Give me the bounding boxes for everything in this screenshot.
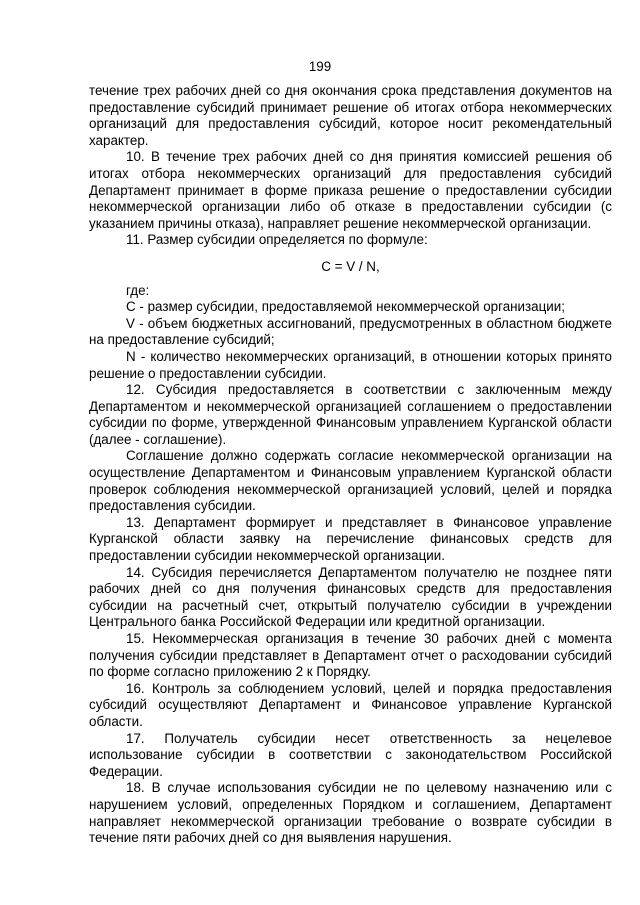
paragraph-continuation: течение трех рабочих дней со дня окончания срока представления документов на предоставление субсидий принимает решение об итогах отбора некоммерческих организаций для предоставления субсидий, которое носит рекомендательный характер. [89, 83, 612, 148]
paragraph-11: 11. Размер субсидии определяется по формуле: [126, 232, 428, 248]
formula: C = V / N, [321, 258, 380, 274]
paragraph-15: 15. Некоммерческая организация в течение 30 рабочих дней с момента получения субсидии представляет в Департамент отчет о расходовании субсидий по форме согласно приложению 2 к Порядку. [89, 631, 612, 680]
paragraph-17: 17. Получатель субсидии несет ответственность за нецелевое использование субсидии в соответствии с законодательством Российской Федерации. [89, 730, 612, 779]
paragraph-18: 18. В случае использования субсидии не по целевому назначению или с нарушением условий, определенных Порядком и соглашением, Департамент направляет некоммерческой организации требование о возврате субсидии в течение пяти рабочих дней со дня выявления нарушения. [89, 780, 612, 846]
document-body [89, 83, 612, 847]
formula-variable-n: N - количество некоммерческих организаций, в отношении которых принято решение о предоставлении субсидии. [89, 348, 612, 381]
paragraph-14: 14. Субсидия перечисляется Департаментом получателю не позднее пяти рабочих дней со дня получения финансовых средств для предоставления субсидии на расчетный счет, открытый получателю субсидии в учреждении Центрального банка Российской Федерации или кредитной организации. [89, 564, 612, 630]
paragraph-10: 10. В течение трех рабочих дней со дня принятия комиссией решения об итогах отбора некоммерческих организаций для предоставления субсидий Департамент принимает в форме приказа решение о предоставлении субсидии некоммерческой организации либо об отказе в предоставлении субсидии (с указанием причины отказа), направляет решение некоммерческой организации. [89, 149, 612, 231]
formula-variable-v: V - объем бюджетных ассигнований, предусмотренных в областном бюджете на предоставление субсидий; [89, 315, 612, 348]
paragraph-16: 16. Контроль за соблюдением условий, целей и порядка предоставления субсидий осуществляют Департамент и Финансовое управление Курганской области. [89, 680, 612, 729]
paragraph-12: 12. Субсидия предоставляется в соответствии с заключенным между Департаментом и некоммерческой организацией соглашением о предоставлении субсидии по форме, утвержденной Финансовым управлением Курганской области (далее - соглашение). [89, 382, 612, 447]
page-number: 199 [308, 59, 332, 74]
paragraph-agreement: Соглашение должно содержать согласие некоммерческой организации на осуществление Департаментом и Финансовым управлением Курганской области проверок соблюдения некоммерческой организацией условий, целей и порядка предоставления субсидии. [89, 448, 612, 514]
formula-where-label: где: [126, 282, 150, 298]
formula-variable-c: C - размер субсидии, предоставляемой некоммерческой организации; [126, 299, 565, 315]
paragraph-13: 13. Департамент формирует и представляет в Финансовое управление Курганской области заявку на перечисление финансовых средств для предоставлении субсидии некоммерческой организации. [89, 514, 612, 564]
